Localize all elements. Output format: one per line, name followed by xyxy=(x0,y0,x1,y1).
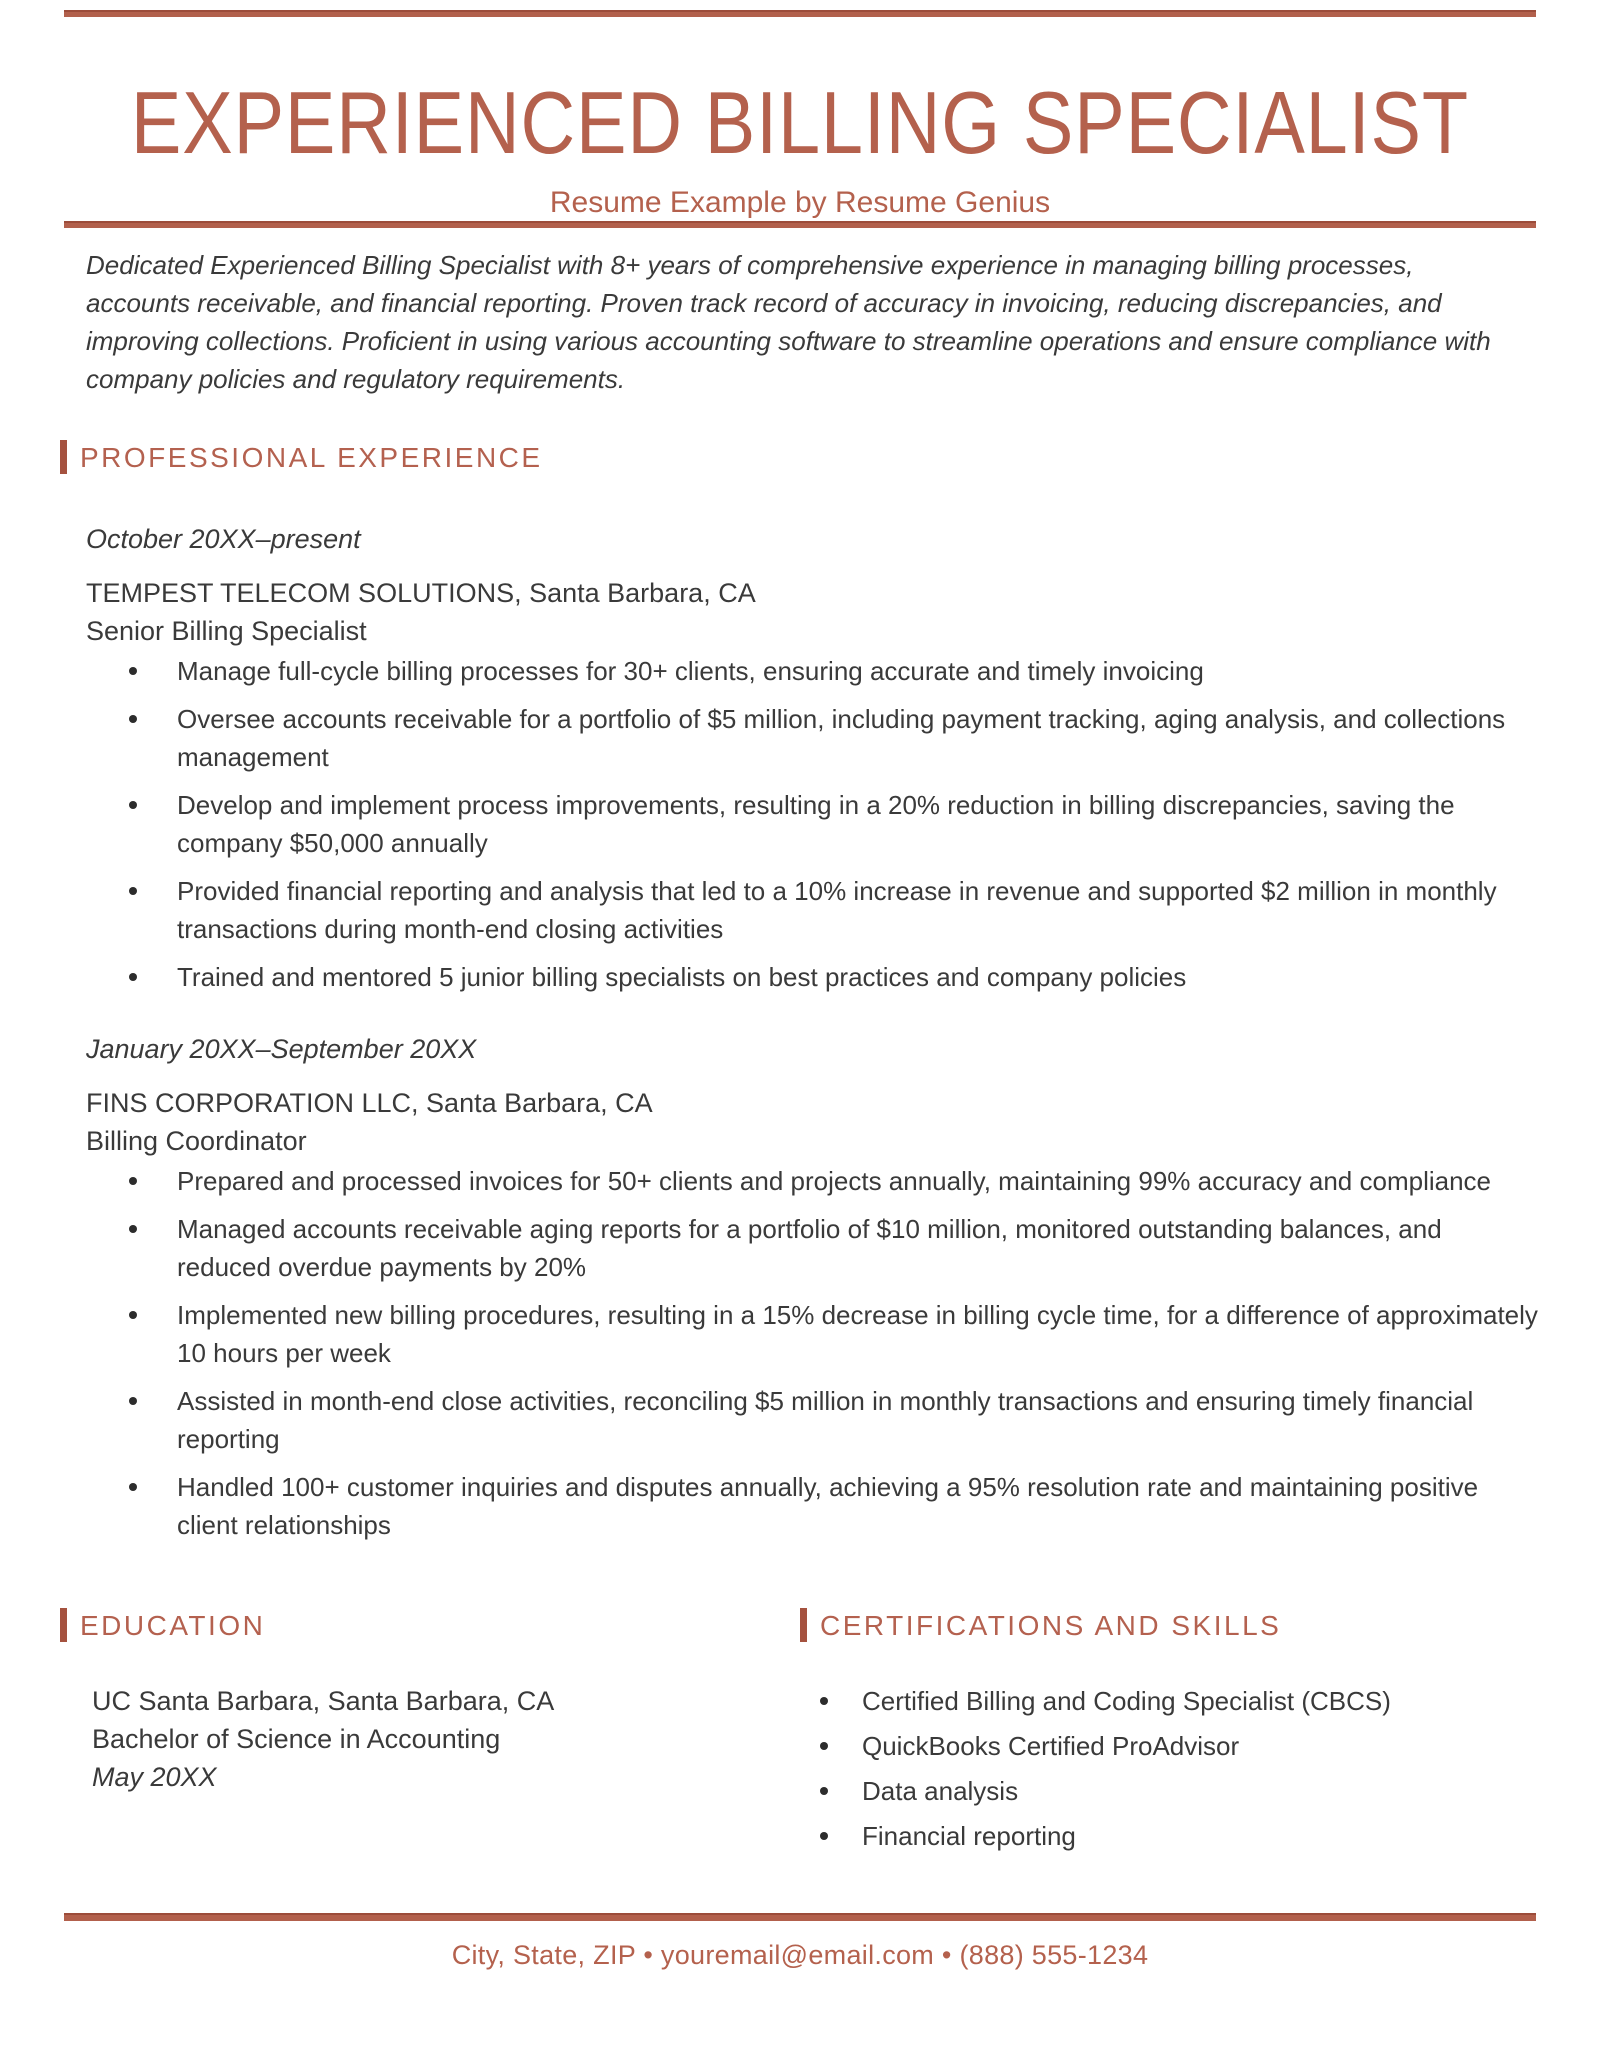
job-dates: October 20XX–present xyxy=(86,524,361,554)
job-bullet-list xyxy=(177,652,1540,996)
education-degree: Bachelor of Science in Accounting xyxy=(92,1724,501,1754)
education-school: UC Santa Barbara, Santa Barbara, CA xyxy=(92,1686,555,1716)
summary-paragraph: Dedicated Experienced Billing Specialist with 8+ years of comprehensive experience in managing billing processes, accounts receivable, and financial reporting. Proven track record of accuracy in invoicing, reducing discrepancies, and improving collections. Proficient in using various accounting software to streamline operations and ensure compliance with company policies and regulatory requirements. xyxy=(86,250,1491,394)
certification-item: Certified Billing and Coding Specialist (CBCS) xyxy=(862,1682,1540,1720)
header-rule xyxy=(64,221,1536,228)
job-company: TEMPEST TELECOM SOLUTIONS, Santa Barbara, CA xyxy=(86,578,756,608)
certifications-section-heading xyxy=(800,1608,1540,1646)
certifications-list xyxy=(862,1682,1540,1855)
certifications-heading-label: CERTIFICATIONS AND SKILLS xyxy=(820,1610,1282,1641)
job-role: Senior Billing Specialist xyxy=(86,616,367,646)
job-company: FINS CORPORATION LLC, Santa Barbara, CA xyxy=(86,1088,653,1118)
certification-item: QuickBooks Certified ProAdvisor xyxy=(862,1727,1540,1765)
bullet-item: Manage full-cycle billing processes for 30+ clients, ensuring accurate and timely invoicing xyxy=(177,652,1540,690)
resume-title xyxy=(0,73,1600,172)
experience-section-heading xyxy=(60,440,1540,478)
job-dates: January 20XX–September 20XX xyxy=(86,1034,477,1064)
job-entry-fins xyxy=(60,1030,1540,1544)
bullet-item: Assisted in month-end close activities, reconciling $5 million in monthly transactions and ensuring timely financial reporting xyxy=(177,1382,1540,1458)
job-entry-tempest xyxy=(60,520,1540,996)
education-grad-date: May 20XX xyxy=(92,1762,217,1792)
education-section xyxy=(60,1608,800,1862)
section-accent-bar xyxy=(60,440,67,474)
footer-contact-line: City, State, ZIP • youremail@email.com • (888) 555-1234 xyxy=(451,1940,1149,1970)
resume-title-text: EXPERIENCED BILLING SPECIALIST xyxy=(130,73,1469,172)
section-accent-bar xyxy=(800,1608,807,1642)
experience-heading-label: PROFESSIONAL EXPERIENCE xyxy=(80,442,543,473)
education-details xyxy=(60,1682,800,1796)
bullet-item: Managed accounts receivable aging reports for a portfolio of $10 million, monitored outstanding balances, and reduced overdue payments by 20% xyxy=(177,1210,1540,1286)
section-accent-bar xyxy=(60,1608,67,1642)
bullet-item: Prepared and processed invoices for 50+ clients and projects annually, maintaining 99% accuracy and compliance xyxy=(177,1162,1540,1200)
certification-item: Financial reporting xyxy=(862,1817,1540,1855)
bullet-item: Provided financial reporting and analysis that led to a 10% increase in revenue and supported $2 million in monthly transactions during month-end closing activities xyxy=(177,872,1540,948)
education-section-heading xyxy=(60,1608,800,1646)
job-role: Billing Coordinator xyxy=(86,1126,307,1156)
bullet-item: Develop and implement process improvements, resulting in a 20% reduction in billing discrepancies, saving the company $50,000 annually xyxy=(177,786,1540,862)
education-certifications-row xyxy=(60,1608,1540,1862)
certification-item: Data analysis xyxy=(862,1772,1540,1810)
certifications-section xyxy=(800,1608,1540,1862)
header-top-bar xyxy=(64,10,1536,17)
footer-rule xyxy=(64,1913,1536,1921)
bullet-item: Oversee accounts receivable for a portfolio of $5 million, including payment tracking, aging analysis, and collections management xyxy=(177,700,1540,776)
education-heading-label: EDUCATION xyxy=(80,1610,266,1641)
resume-subtitle: Resume Example by Resume Genius xyxy=(549,186,1051,219)
job-bullet-list xyxy=(177,1162,1540,1544)
bullet-item: Handled 100+ customer inquiries and disputes annually, achieving a 95% resolution rate and maintaining positive client relationships xyxy=(177,1468,1540,1544)
experience-section xyxy=(60,440,1540,1554)
bullet-item: Trained and mentored 5 junior billing specialists on best practices and company policies xyxy=(177,958,1540,996)
bullet-item: Implemented new billing procedures, resulting in a 15% decrease in billing cycle time, for a difference of approximately 10 hours per week xyxy=(177,1296,1540,1372)
